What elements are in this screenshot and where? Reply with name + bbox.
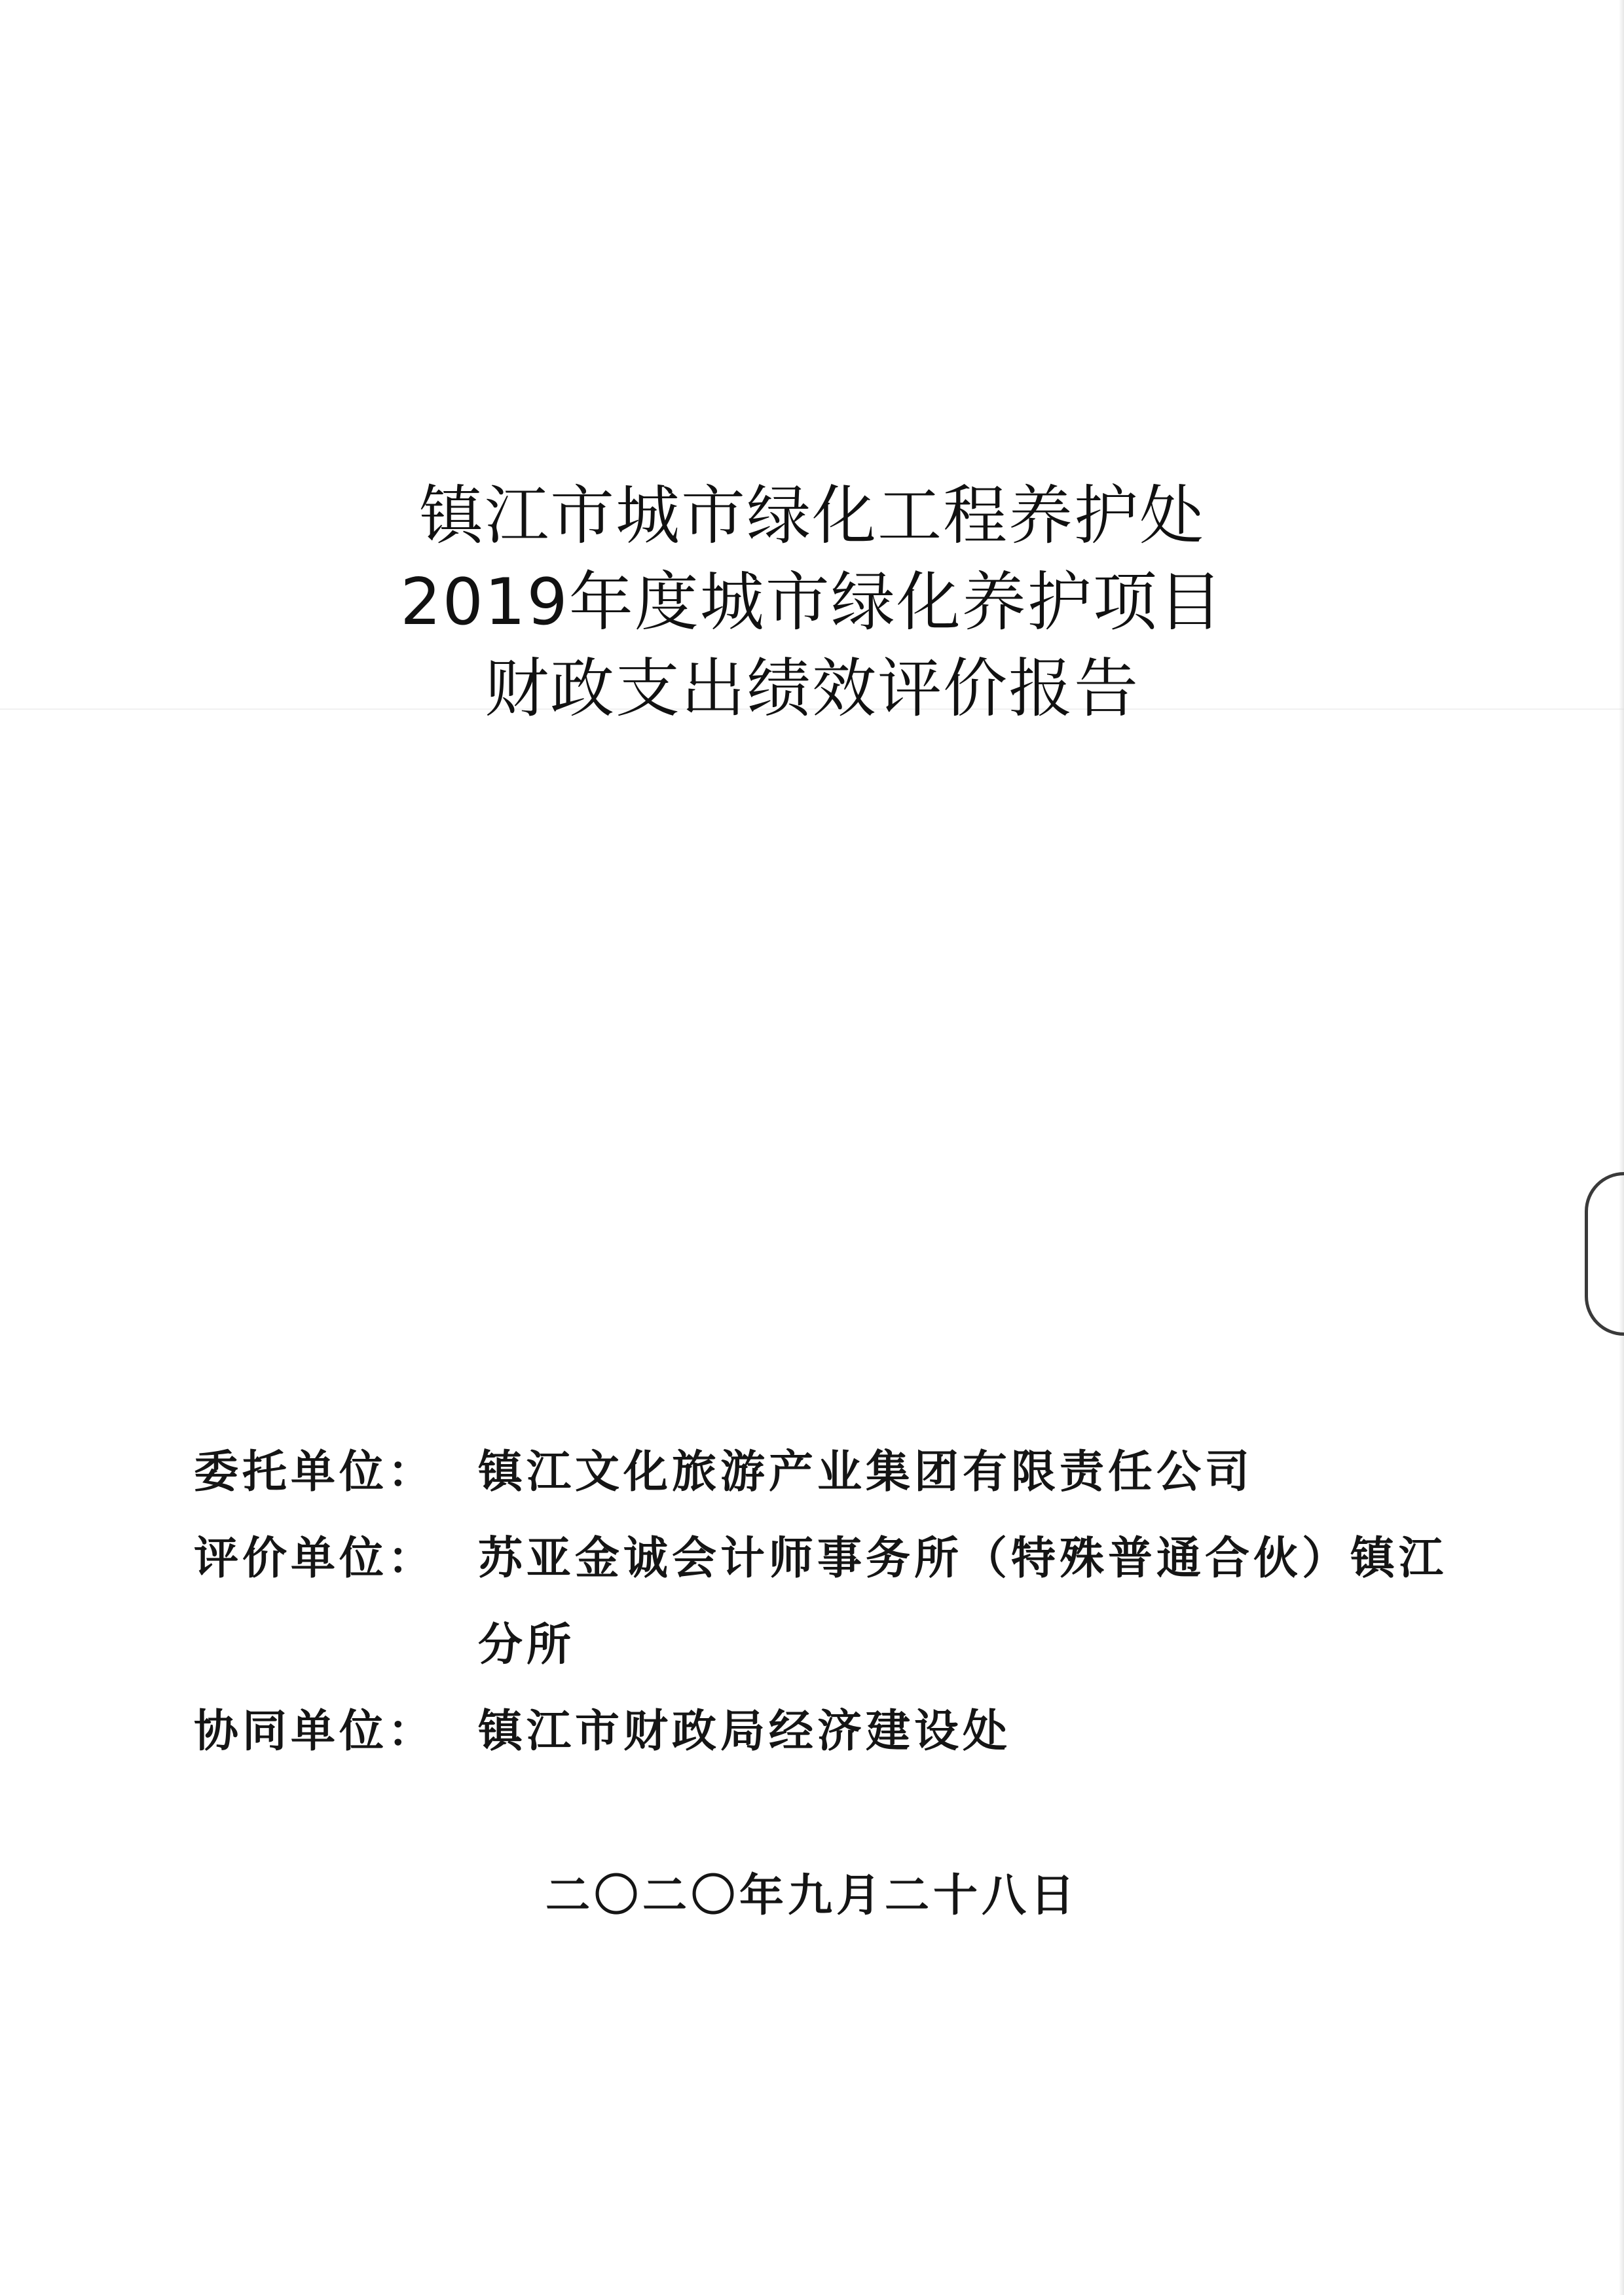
evaluating-unit-continuation-row xyxy=(194,1602,1504,1688)
evaluating-unit-row xyxy=(194,1515,1504,1602)
title-line-3: 财政支出绩效评价报告 xyxy=(484,652,1139,726)
entrusting-unit-row xyxy=(194,1429,1504,1515)
scan-edge-shadow xyxy=(1619,0,1624,2295)
report-title xyxy=(0,473,1624,732)
evaluating-unit-label: 评价单位： xyxy=(194,1532,437,1585)
cooperating-unit-label: 协同单位： xyxy=(194,1705,437,1757)
title-line-1: 镇江市城市绿化工程养护处 xyxy=(418,479,1205,553)
title-line-2: 2019年度城市绿化养护项目 xyxy=(400,565,1224,640)
evaluating-unit-value-line1: 苏亚金诚会计师事务所（特殊普通合伙）镇江 xyxy=(478,1532,1448,1585)
partial-seal-icon xyxy=(1585,1172,1624,1336)
entrusting-unit-label: 委托单位： xyxy=(194,1446,437,1498)
evaluating-unit-value-line2: 分所 xyxy=(478,1619,576,1671)
report-date: 二〇二〇年九月二十八日 xyxy=(545,1869,1079,1922)
entrusting-unit-value: 镇江文化旅游产业集团有限责任公司 xyxy=(478,1446,1254,1498)
cooperating-unit-row xyxy=(194,1688,1504,1774)
unit-info-block xyxy=(194,1429,1504,1774)
cooperating-unit-value: 镇江市财政局经济建设处 xyxy=(478,1705,1012,1757)
